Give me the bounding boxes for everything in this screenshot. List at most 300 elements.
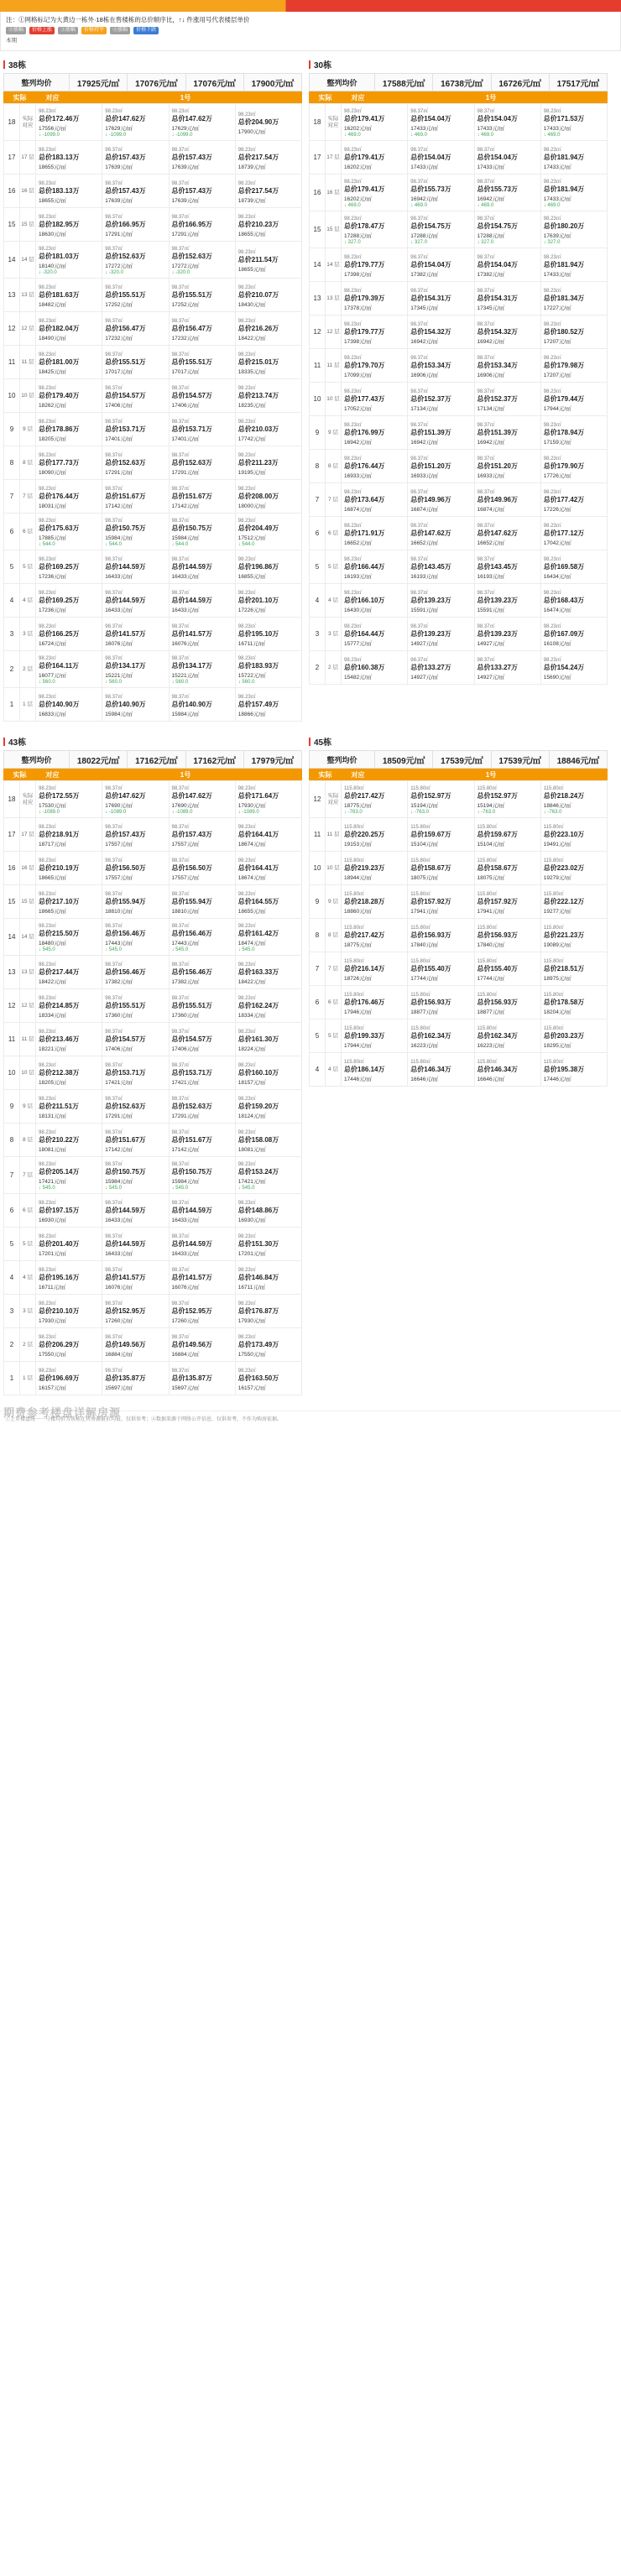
unit-price-cell[interactable] [169,312,235,346]
unit-price-cell[interactable] [102,818,169,852]
unit-price-cell[interactable] [342,986,408,1019]
table-row[interactable] [310,885,608,919]
unit-price-cell[interactable] [342,315,408,349]
table-row[interactable] [310,104,608,141]
unit-price-cell[interactable] [36,885,102,919]
unit-price-cell[interactable] [474,550,540,584]
unit-price-cell[interactable] [36,175,102,208]
unit-price-cell[interactable] [102,346,169,379]
unit-price-cell[interactable] [235,1328,301,1362]
unit-price-cell[interactable] [474,315,540,349]
unit-price-cell[interactable] [408,315,474,349]
unit-price-cell[interactable] [342,483,408,517]
unit-price-cell[interactable] [169,885,235,919]
unit-price-cell[interactable] [408,450,474,483]
unit-price-cell[interactable] [474,483,540,517]
table-row[interactable] [4,208,302,242]
unit-price-cell[interactable] [102,1328,169,1362]
table-row[interactable] [310,618,608,651]
table-row[interactable] [310,349,608,383]
unit-price-cell[interactable] [540,584,607,618]
unit-price-cell[interactable] [36,1157,102,1194]
unit-price-cell[interactable] [169,989,235,1023]
unit-price-cell[interactable] [169,1090,235,1124]
unit-price-cell[interactable] [102,480,169,514]
unit-price-cell[interactable] [102,919,169,956]
unit-price-cell[interactable] [102,781,169,818]
unit-price-cell[interactable] [169,480,235,514]
unit-price-cell[interactable] [36,1228,102,1261]
unit-price-cell[interactable] [169,1362,235,1395]
unit-price-cell[interactable] [36,1194,102,1228]
unit-price-cell[interactable] [36,584,102,618]
table-row[interactable] [4,956,302,989]
unit-price-cell[interactable] [169,514,235,550]
unit-price-cell[interactable] [36,688,102,722]
table-row[interactable] [4,379,302,413]
unit-price-cell[interactable] [235,956,301,989]
unit-price-cell[interactable] [102,1362,169,1395]
unit-price-cell[interactable] [169,379,235,413]
unit-price-cell[interactable] [36,242,102,279]
unit-price-cell[interactable] [102,1124,169,1157]
unit-price-cell[interactable] [235,852,301,885]
unit-price-cell[interactable] [36,919,102,956]
unit-price-cell[interactable] [102,1023,169,1056]
unit-price-cell[interactable] [408,1053,474,1087]
table-row[interactable] [310,952,608,986]
table-row[interactable] [310,818,608,852]
unit-price-cell[interactable] [540,651,607,685]
unit-price-cell[interactable] [169,242,235,279]
unit-price-cell[interactable] [235,1362,301,1395]
unit-price-cell[interactable] [102,312,169,346]
unit-price-cell[interactable] [474,584,540,618]
unit-price-cell[interactable] [36,1023,102,1056]
table-row[interactable] [4,1362,302,1395]
unit-price-cell[interactable] [169,141,235,175]
unit-price-cell[interactable] [342,282,408,315]
unit-price-cell[interactable] [169,1328,235,1362]
unit-price-cell[interactable] [408,104,474,141]
unit-price-cell[interactable] [540,175,607,211]
table-row[interactable] [4,1056,302,1090]
unit-price-cell[interactable] [102,989,169,1023]
unit-price-cell[interactable] [342,852,408,885]
unit-price-cell[interactable] [235,346,301,379]
unit-price-cell[interactable] [169,1295,235,1328]
table-row[interactable] [310,315,608,349]
unit-price-cell[interactable] [474,175,540,211]
table-row[interactable] [4,480,302,514]
unit-price-cell[interactable] [169,413,235,446]
unit-price-cell[interactable] [474,852,540,885]
table-row[interactable] [4,312,302,346]
table-row[interactable] [4,818,302,852]
unit-price-cell[interactable] [169,550,235,584]
unit-price-cell[interactable] [102,279,169,312]
unit-price-cell[interactable] [474,248,540,282]
unit-price-cell[interactable] [36,446,102,480]
unit-price-cell[interactable] [36,1090,102,1124]
unit-price-cell[interactable] [474,383,540,416]
unit-price-cell[interactable] [36,208,102,242]
table-row[interactable] [4,279,302,312]
table-row[interactable] [310,248,608,282]
unit-price-cell[interactable] [408,483,474,517]
unit-price-cell[interactable] [235,1023,301,1056]
unit-price-cell[interactable] [474,651,540,685]
unit-price-cell[interactable] [342,952,408,986]
unit-price-cell[interactable] [169,1023,235,1056]
unit-price-cell[interactable] [540,781,607,818]
unit-price-cell[interactable] [408,885,474,919]
unit-price-cell[interactable] [102,208,169,242]
unit-price-cell[interactable] [102,1157,169,1194]
unit-price-cell[interactable] [540,1053,607,1087]
unit-price-cell[interactable] [36,514,102,550]
unit-price-cell[interactable] [342,781,408,818]
unit-price-cell[interactable] [169,175,235,208]
unit-price-cell[interactable] [169,781,235,818]
unit-price-cell[interactable] [342,175,408,211]
unit-price-cell[interactable] [235,1056,301,1090]
table-row[interactable] [4,1261,302,1295]
unit-price-cell[interactable] [342,211,408,248]
unit-price-cell[interactable] [36,651,102,688]
table-row[interactable] [310,483,608,517]
unit-price-cell[interactable] [169,1261,235,1295]
unit-price-cell[interactable] [36,818,102,852]
unit-price-cell[interactable] [342,141,408,175]
unit-price-cell[interactable] [474,104,540,141]
unit-price-cell[interactable] [36,312,102,346]
table-row[interactable] [310,450,608,483]
table-row[interactable] [310,919,608,952]
unit-price-cell[interactable] [408,550,474,584]
table-row[interactable] [4,346,302,379]
table-row[interactable] [4,852,302,885]
unit-price-cell[interactable] [36,1261,102,1295]
unit-price-cell[interactable] [169,1194,235,1228]
unit-price-cell[interactable] [540,450,607,483]
unit-price-cell[interactable] [102,852,169,885]
unit-price-cell[interactable] [102,1295,169,1328]
unit-price-cell[interactable] [235,514,301,550]
unit-price-cell[interactable] [235,550,301,584]
unit-price-cell[interactable] [102,1056,169,1090]
unit-price-cell[interactable] [540,383,607,416]
unit-price-cell[interactable] [235,818,301,852]
unit-price-cell[interactable] [169,584,235,618]
table-row[interactable] [310,852,608,885]
unit-price-cell[interactable] [235,781,301,818]
unit-price-cell[interactable] [36,1328,102,1362]
unit-price-cell[interactable] [169,346,235,379]
unit-price-cell[interactable] [474,349,540,383]
unit-price-cell[interactable] [540,104,607,141]
table-row[interactable] [310,211,608,248]
unit-price-cell[interactable] [235,1261,301,1295]
unit-price-cell[interactable] [408,211,474,248]
unit-price-cell[interactable] [474,781,540,818]
unit-price-cell[interactable] [342,651,408,685]
unit-price-cell[interactable] [235,618,301,651]
unit-price-cell[interactable] [235,989,301,1023]
unit-price-cell[interactable] [474,952,540,986]
unit-price-cell[interactable] [408,852,474,885]
unit-price-cell[interactable] [36,781,102,818]
unit-price-cell[interactable] [474,818,540,852]
unit-price-cell[interactable] [540,885,607,919]
table-row[interactable] [4,514,302,550]
table-row[interactable] [4,781,302,818]
unit-price-cell[interactable] [36,956,102,989]
table-row[interactable] [4,242,302,279]
unit-price-cell[interactable] [540,550,607,584]
unit-price-cell[interactable] [474,450,540,483]
unit-price-cell[interactable] [235,379,301,413]
unit-price-cell[interactable] [540,818,607,852]
unit-price-cell[interactable] [540,1019,607,1053]
unit-price-cell[interactable] [342,818,408,852]
table-row[interactable] [4,688,302,722]
table-row[interactable] [4,1090,302,1124]
unit-price-cell[interactable] [474,885,540,919]
table-row[interactable] [4,141,302,175]
unit-price-cell[interactable] [408,818,474,852]
unit-price-cell[interactable] [102,104,169,141]
unit-price-cell[interactable] [102,413,169,446]
unit-price-cell[interactable] [540,248,607,282]
unit-price-cell[interactable] [102,618,169,651]
unit-price-cell[interactable] [102,175,169,208]
unit-price-cell[interactable] [408,986,474,1019]
unit-price-cell[interactable] [169,1157,235,1194]
unit-price-cell[interactable] [36,852,102,885]
unit-price-cell[interactable] [408,952,474,986]
table-row[interactable] [4,1228,302,1261]
unit-price-cell[interactable] [342,919,408,952]
unit-price-cell[interactable] [235,175,301,208]
unit-price-cell[interactable] [474,919,540,952]
unit-price-cell[interactable] [540,517,607,550]
unit-price-cell[interactable] [102,885,169,919]
unit-price-cell[interactable] [102,141,169,175]
unit-price-cell[interactable] [235,651,301,688]
unit-price-cell[interactable] [342,885,408,919]
unit-price-cell[interactable] [235,688,301,722]
unit-price-cell[interactable] [408,1019,474,1053]
unit-price-cell[interactable] [408,141,474,175]
unit-price-cell[interactable] [474,1019,540,1053]
unit-price-cell[interactable] [342,584,408,618]
unit-price-cell[interactable] [235,1124,301,1157]
unit-price-cell[interactable] [102,1261,169,1295]
unit-price-cell[interactable] [474,282,540,315]
unit-price-cell[interactable] [235,1157,301,1194]
unit-price-cell[interactable] [102,242,169,279]
table-row[interactable] [310,1019,608,1053]
unit-price-cell[interactable] [342,248,408,282]
unit-price-cell[interactable] [540,919,607,952]
unit-price-cell[interactable] [474,211,540,248]
unit-price-cell[interactable] [474,1053,540,1087]
table-row[interactable] [4,1194,302,1228]
table-row[interactable] [4,446,302,480]
unit-price-cell[interactable] [408,919,474,952]
unit-price-cell[interactable] [474,618,540,651]
unit-price-cell[interactable] [235,446,301,480]
unit-price-cell[interactable] [102,446,169,480]
unit-price-cell[interactable] [235,1295,301,1328]
unit-price-cell[interactable] [169,956,235,989]
unit-price-cell[interactable] [169,919,235,956]
unit-price-cell[interactable] [540,315,607,349]
unit-price-cell[interactable] [169,618,235,651]
unit-price-cell[interactable] [169,279,235,312]
unit-price-cell[interactable] [342,517,408,550]
unit-price-cell[interactable] [342,1053,408,1087]
table-row[interactable] [4,618,302,651]
unit-price-cell[interactable] [474,416,540,450]
unit-price-cell[interactable] [540,211,607,248]
unit-price-cell[interactable] [36,279,102,312]
unit-price-cell[interactable] [235,242,301,279]
unit-price-cell[interactable] [540,483,607,517]
table-row[interactable] [310,550,608,584]
unit-price-cell[interactable] [235,1194,301,1228]
unit-price-cell[interactable] [169,1124,235,1157]
unit-price-cell[interactable] [36,989,102,1023]
unit-price-cell[interactable] [102,1228,169,1261]
unit-price-cell[interactable] [36,480,102,514]
table-row[interactable] [4,885,302,919]
unit-price-cell[interactable] [36,1056,102,1090]
table-row[interactable] [310,383,608,416]
unit-price-cell[interactable] [102,379,169,413]
unit-price-cell[interactable] [540,952,607,986]
unit-price-cell[interactable] [36,618,102,651]
unit-price-cell[interactable] [474,517,540,550]
unit-price-cell[interactable] [540,416,607,450]
unit-price-cell[interactable] [342,450,408,483]
unit-price-cell[interactable] [102,1194,169,1228]
unit-price-cell[interactable] [235,312,301,346]
table-row[interactable] [4,919,302,956]
unit-price-cell[interactable] [235,208,301,242]
unit-price-cell[interactable] [408,781,474,818]
table-row[interactable] [4,1328,302,1362]
unit-price-cell[interactable] [408,517,474,550]
unit-price-cell[interactable] [540,349,607,383]
table-row[interactable] [310,141,608,175]
unit-price-cell[interactable] [342,1019,408,1053]
table-row[interactable] [310,986,608,1019]
unit-price-cell[interactable] [102,651,169,688]
unit-price-cell[interactable] [408,175,474,211]
table-row[interactable] [4,1023,302,1056]
unit-price-cell[interactable] [169,1228,235,1261]
unit-price-cell[interactable] [235,584,301,618]
unit-price-cell[interactable] [235,141,301,175]
unit-price-cell[interactable] [540,852,607,885]
unit-price-cell[interactable] [36,550,102,584]
unit-price-cell[interactable] [540,282,607,315]
unit-price-cell[interactable] [342,349,408,383]
unit-price-cell[interactable] [342,104,408,141]
unit-price-cell[interactable] [235,413,301,446]
table-row[interactable] [310,1053,608,1087]
unit-price-cell[interactable] [235,279,301,312]
unit-price-cell[interactable] [235,885,301,919]
unit-price-cell[interactable] [342,550,408,584]
unit-price-cell[interactable] [235,104,301,141]
unit-price-cell[interactable] [36,346,102,379]
table-row[interactable] [4,1295,302,1328]
unit-price-cell[interactable] [408,651,474,685]
unit-price-cell[interactable] [342,618,408,651]
unit-price-cell[interactable] [540,141,607,175]
unit-price-cell[interactable] [408,383,474,416]
unit-price-cell[interactable] [169,651,235,688]
table-row[interactable] [310,781,608,818]
table-row[interactable] [310,416,608,450]
table-row[interactable] [310,584,608,618]
unit-price-cell[interactable] [36,141,102,175]
unit-price-cell[interactable] [36,1124,102,1157]
table-row[interactable] [4,651,302,688]
unit-price-cell[interactable] [474,986,540,1019]
unit-price-cell[interactable] [36,1362,102,1395]
unit-price-cell[interactable] [169,446,235,480]
unit-price-cell[interactable] [540,618,607,651]
table-row[interactable] [4,104,302,141]
unit-price-cell[interactable] [36,1295,102,1328]
unit-price-cell[interactable] [169,852,235,885]
unit-price-cell[interactable] [540,986,607,1019]
table-row[interactable] [4,413,302,446]
unit-price-cell[interactable] [408,282,474,315]
unit-price-cell[interactable] [36,104,102,141]
unit-price-cell[interactable] [102,688,169,722]
table-row[interactable] [4,584,302,618]
table-row[interactable] [4,1124,302,1157]
unit-price-cell[interactable] [169,1056,235,1090]
unit-price-cell[interactable] [408,584,474,618]
unit-price-cell[interactable] [36,379,102,413]
unit-price-cell[interactable] [342,383,408,416]
unit-price-cell[interactable] [235,1090,301,1124]
unit-price-cell[interactable] [342,416,408,450]
unit-price-cell[interactable] [169,818,235,852]
table-row[interactable] [4,550,302,584]
table-row[interactable] [4,1157,302,1194]
unit-price-cell[interactable] [408,618,474,651]
table-row[interactable] [310,282,608,315]
table-row[interactable] [4,175,302,208]
unit-price-cell[interactable] [169,104,235,141]
unit-price-cell[interactable] [169,208,235,242]
unit-price-cell[interactable] [408,248,474,282]
table-row[interactable] [310,651,608,685]
unit-price-cell[interactable] [235,1228,301,1261]
unit-price-cell[interactable] [102,956,169,989]
unit-price-cell[interactable] [474,141,540,175]
unit-price-cell[interactable] [36,413,102,446]
unit-price-cell[interactable] [169,688,235,722]
unit-price-cell[interactable] [235,480,301,514]
